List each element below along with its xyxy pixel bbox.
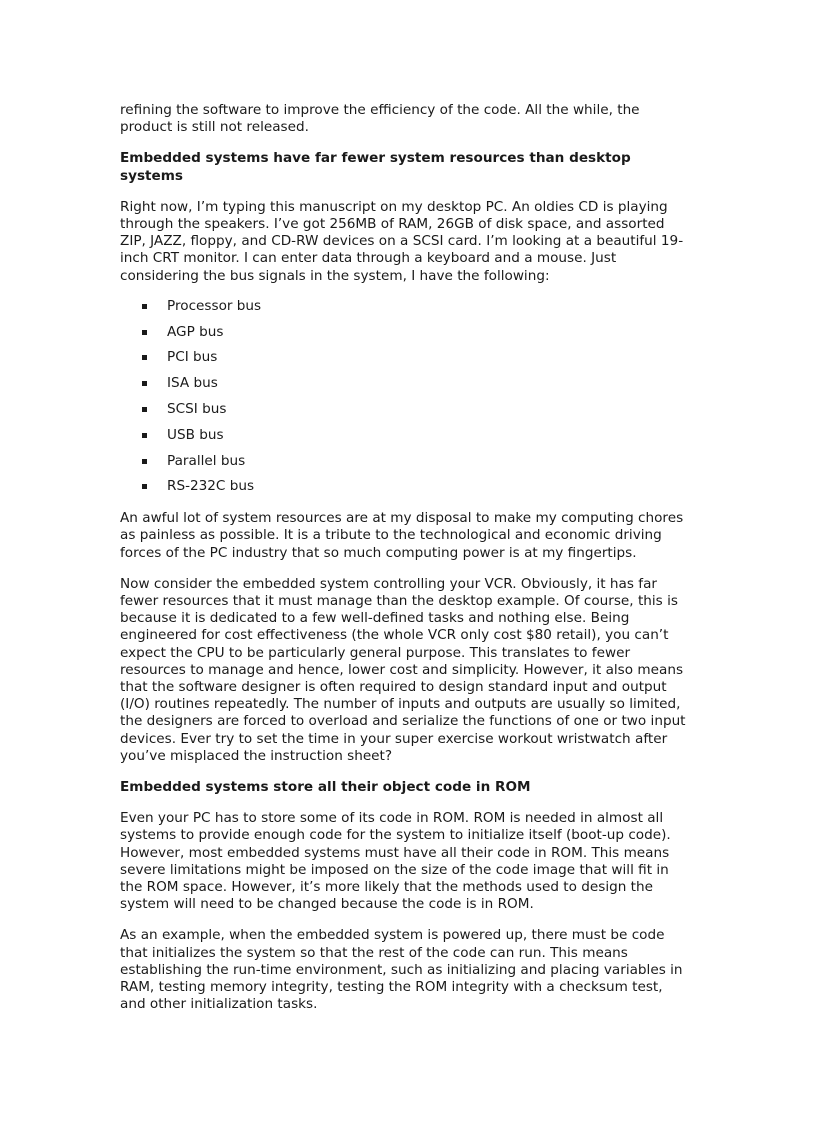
list-item	[120, 423, 686, 449]
list-item-label: PCI bus	[167, 349, 218, 366]
list-item-label: AGP bus	[167, 323, 224, 340]
list-item-label: RS-232C bus	[167, 478, 255, 495]
paragraph-vcr-example: Now consider the embedded system controlling your VCR. Obviously, it has far fewer resources that it must manage than the desktop example. Of course, this is because it is dedicated to a few well-defined tasks and nothing else. Being engineered for cost effectiveness (the whole VCR only cost $80 retail), you can’t expect the CPU to be particularly general purpose. This translates to fewer resources to manage and hence, lower cost and simplicity. However, it also means that the software designer is often required to design standard input and output (I/O) routines repeatedly. The number of inputs and outputs are usually so limited, the designers are forced to overload and serialize the functions of one or two input devices. Ever try to set the time in your super exercise workout wristwatch after you’ve misplaced the instruction sheet?	[120, 575, 686, 764]
list-item-label: Processor bus	[167, 297, 262, 314]
list-item	[120, 474, 686, 500]
paragraph-rom-code: Even your PC has to store some of its code in ROM. ROM is needed in almost all systems to provide enough code for the system to initialize itself (boot-up code). However, most embedded systems must have all their code in ROM. This means severe limitations might be imposed on the size of the code image that will fit in the ROM space. However, it’s more likely that the methods used to design the system will need to be changed because the code is in ROM.	[120, 810, 671, 913]
square-bullet-icon	[142, 330, 147, 335]
paragraph-intro-continuation: refining the software to improve the efficiency of the code. All the while, the product is still not released.	[120, 102, 640, 136]
bus-signal-list	[120, 294, 686, 500]
list-item	[120, 345, 686, 371]
list-item-label: Parallel bus	[167, 452, 246, 469]
paragraph-desktop-pc: Right now, I’m typing this manuscript on my desktop PC. An oldies CD is playing through the speakers. I’ve got 256MB of RAM, 26GB of disk space, and assorted ZIP, JAZZ, floppy, and CD-RW devices on a SCSI card. I’m looking at a beautiful 19-inch CRT monitor. I can enter data through a keyboard and a mouse. Just considering the bus signals in the system, I have the following:	[120, 198, 684, 284]
square-bullet-icon	[142, 407, 147, 412]
list-item-label: ISA bus	[167, 375, 218, 392]
list-item	[120, 397, 686, 423]
list-item	[120, 294, 686, 320]
square-bullet-icon	[142, 484, 147, 489]
square-bullet-icon	[142, 304, 147, 309]
list-item-label: SCSI bus	[167, 401, 227, 418]
section-heading-rom-storage: Embedded systems store all their object code in ROM	[120, 779, 531, 796]
square-bullet-icon	[142, 459, 147, 464]
square-bullet-icon	[142, 433, 147, 438]
list-item	[120, 371, 686, 397]
list-item-label: USB bus	[167, 426, 224, 443]
list-item	[120, 320, 686, 346]
square-bullet-icon	[142, 381, 147, 386]
paragraph-powerup-example: As an example, when the embedded system is powered up, there must be code that initializes the system so that the rest of the code can run. This means establishing the run-time environment, such as initializing and placing variables in RAM, testing memory integrity, testing the ROM integrity with a checksum test, and other initialization tasks.	[120, 927, 683, 1013]
section-heading-fewer-resources: Embedded systems have far fewer system resources than desktop systems	[120, 150, 631, 184]
square-bullet-icon	[142, 355, 147, 360]
document-page	[120, 102, 686, 1027]
list-item	[120, 449, 686, 475]
paragraph-system-resources: An awful lot of system resources are at my disposal to make my computing chores as painless as possible. It is a tribute to the technological and economic driving forces of the PC industry that so much computing power is at my fingertips.	[120, 510, 684, 561]
